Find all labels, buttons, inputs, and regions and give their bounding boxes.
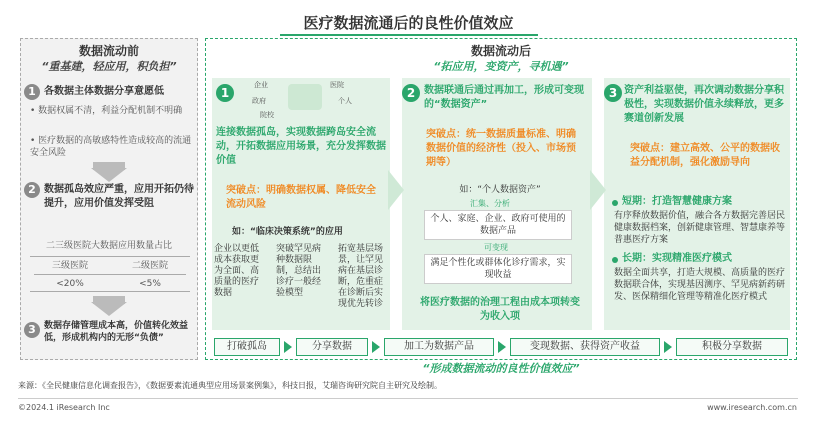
after-step-1-number: 1 [216, 84, 234, 102]
table-caption: 二三级医院大数据应用数量占比 [45, 241, 172, 251]
flow-arrow-icon [284, 341, 292, 353]
before-heading: 数据流动前 [78, 44, 139, 58]
after-step-3-number: 3 [604, 84, 622, 102]
after-step-2-number: 2 [402, 84, 420, 102]
footer-divider [18, 398, 798, 399]
before-step-3-number: 3 [24, 322, 40, 338]
monetize-tag: 可变现 [484, 243, 508, 252]
long-term-title: 长期：实现精准医疗模式 [622, 253, 732, 264]
flow-arrow-icon [664, 341, 672, 353]
down-arrow-head-icon [91, 168, 127, 182]
database-cluster-icon [288, 84, 322, 110]
network-node-government: 政府 [252, 97, 266, 105]
flow-arrow-icon [498, 341, 506, 353]
clinical-col-primary-care: 拓宽基层场景，让罕见病在基层诊断，危重症在诊断后实现优先转诊 [338, 244, 384, 309]
table-value-tertiary: <20% [56, 279, 84, 289]
value-effect-caption: “形成数据流动的良性价值效应” [422, 362, 580, 375]
long-term-text: 数据全面共享，打造大规模、高质量的医疗数据联合体，实现基因测序、罕见病新药研发、医保精细化管理等精准化医疗模式 [614, 268, 786, 302]
asset-example: 如：“个人数据资产” [459, 185, 541, 195]
network-node-hospital: 医院 [330, 81, 344, 89]
clinical-col-rare-disease: 突破罕见病种数据限制，总结出诊疗一般经验模型 [276, 244, 322, 298]
after-heading: 数据流动后 [470, 44, 531, 58]
before-step-1-number: 1 [24, 84, 40, 100]
clinical-col-enterprise: 企业以更低成本获取更为全面、高质量的医疗数据 [214, 244, 260, 298]
source-note: 来源：《全民健康信息化调查报告》，《数据要素流通典型应用场景案例集》，科技日报，艾瑞咨询研究院自主研究及绘制。 [18, 381, 442, 390]
step-2-conclusion: 将医疗数据的治理工程由成本项转变为收入项 [420, 297, 580, 322]
website-link[interactable]: www.iresearch.com.cn [707, 403, 797, 412]
step-1-highlight: 连接数据孤岛，实现数据跨岛安全流动，开拓数据应用场景，充分发挥数据价值 [216, 127, 386, 166]
before-bullet-2: • 医疗数据的高敏感特性造成较高的流通安全风险 [30, 136, 192, 158]
clinical-example-title: 如：“临床决策系统”的应用 [232, 227, 343, 237]
step-2-breakthrough: 突破点：统一数据质量标准、明确数据价值的经济性（投入、市场预期等） [426, 129, 576, 168]
data-product-box: 个人、家庭、企业、政府可使用的数据产品 [424, 210, 572, 240]
right-arrow-icon [590, 170, 606, 210]
aggregate-analyze-tag: 汇集、分析 [470, 199, 510, 208]
step-2-heading: 数据联通后通过再加工，形成可变现的“数据资产” [424, 85, 584, 110]
short-term-bullet-icon [612, 200, 618, 206]
right-arrow-icon [388, 170, 404, 210]
before-step-1-text: 各数据主体数据分享意愿低 [44, 86, 164, 97]
table-value-secondary: <5% [139, 279, 161, 289]
table-header-tertiary: 三级医院 [51, 261, 88, 271]
data-network-illustration [250, 76, 370, 118]
flow-step-break-silos: 打破孤岛 [214, 338, 280, 356]
flow-step-active-share: 积极分享数据 [676, 338, 788, 356]
network-node-individual: 个人 [338, 97, 352, 105]
after-subtitle: “拓应用，变资产，寻机遇” [433, 60, 569, 73]
flow-arrow-icon [372, 341, 380, 353]
before-step-2-text: 数据孤岛效应严重，应用开拓仍待提升，应用价值发挥受阻 [44, 184, 194, 209]
step-3-breakthrough: 突破点：建立高效、公平的数据收益分配机制，强化激励导向 [630, 143, 780, 168]
short-term-title: 短期：打造智慧健康方案 [622, 196, 732, 207]
network-node-college: 院校 [260, 111, 274, 119]
down-arrow-head-icon [91, 302, 127, 316]
copyright: ©2024.1 iResearch Inc [18, 403, 110, 412]
table-header-secondary: 二级医院 [131, 261, 168, 271]
hospital-table [30, 256, 190, 292]
before-step-3-text: 数据存储管理成本高，价值转化效益低，形成机构内的无形“负债” [44, 321, 189, 343]
network-node-enterprise: 企业 [254, 81, 268, 89]
step-3-heading: 资产利益驱使，再次调动数据分享积极性，实现数据价值永续释放，更多赛道创新发展 [624, 85, 784, 124]
before-subtitle: “重基建，轻应用，积负担” [41, 60, 177, 73]
flow-step-share-data: 分享数据 [296, 338, 368, 356]
flow-step-data-product: 加工为数据产品 [384, 338, 494, 356]
table-divider [34, 274, 186, 275]
flow-step-monetize: 变现数据、获得资产收益 [510, 338, 660, 356]
before-step-2-number: 2 [24, 182, 40, 198]
step-1-breakthrough: 突破点：明确数据权属、降低安全流动风险 [226, 185, 376, 210]
long-term-bullet-icon [612, 257, 618, 263]
title-underline [280, 34, 538, 36]
page-title: 医疗数据流通后的良性价值效应 [303, 14, 514, 32]
before-bullet-1: • 数据权属不清，利益分配机制不明确 [30, 106, 183, 116]
short-term-text: 有序释放数据价值，融合各方数据完善居民健康数据档案，创新健康管理、智慧康养等普惠医疗方案 [614, 211, 786, 245]
revenue-box: 满足个性化或群体化诊疗需求，实现收益 [424, 254, 572, 284]
